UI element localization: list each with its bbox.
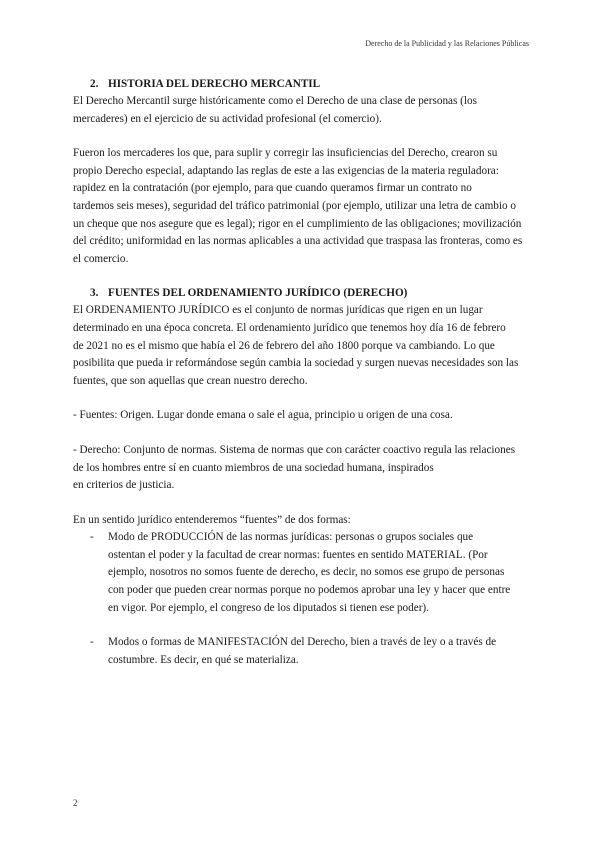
running-header: Derecho de la Publicidad y las Relaciones Públicas [365, 39, 529, 48]
section-2-heading [73, 76, 535, 93]
section-2-title: HISTORIA DEL DERECHO MERCANTIL [108, 78, 321, 90]
section-3-paragraph-1: El ORDENAMIENTO JURÍDICO es el conjunto de normas jurídicas que rigen en un lugar determinado en una época concreta. El ordenamiento jurídico que tenemos hoy día 16 de febrero de 2021 no es el mismo que había el 26 de febrero del año 1800 porque va cambiando. Lo que posibilita que pueda ir reformándose según cambia la sociedad y surgen nuevas necesidades son las fuentes, que son aquellas que crean nuestro derecho. [73, 304, 519, 387]
section-3-heading [73, 285, 535, 302]
page-number: 2 [73, 798, 78, 808]
list-dash: - [90, 531, 94, 544]
section-2-paragraph-1: El Derecho Mercantil surge históricamente como el Derecho de una clase de personas (los mercaderes) en el ejercicio de su actividad profesional (el comercio). [73, 95, 477, 125]
section-3-number: 3. [90, 287, 99, 300]
derecho-definition: - Derecho: Conjunto de normas. Sistema de normas que con carácter coactivo regula las relaciones de los hombres entre sí en cuanto miembros de una sociedad humana, inspirados en criterios de justicia. [73, 443, 516, 492]
fuentes-definition: - Fuentes: Origen. Lugar donde emana o sale el agua, principio u origen de una cosa. [73, 409, 453, 422]
fuentes-list [73, 529, 535, 669]
list-item: - Modo de PRODUCCIÓN de las normas jurídicas: personas o grupos sociales que ostentan el poder y la facultad de crear normas: fuentes en sentido MATERIAL. (Por ejemplo, nosotros no somos fuente de derecho, es decir, no somos ese grupo de personas con poder que pueden crear normas porque no podemos aprobar una ley y hacer que entre en vigor. Por ejemplo, el congreso de los diputados si tienen ese poder). [90, 531, 511, 614]
list-item: - Modos o formas de MANIFESTACIÓN del Derecho, bien a través de ley o a través de costumbre. Es decir, en qué se materializa. [90, 636, 497, 666]
page-content [73, 76, 535, 669]
list-dash: - [90, 636, 94, 649]
section-3-title: FUENTES DEL ORDENAMIENTO JURÍDICO (DERECHO) [108, 287, 408, 300]
fuentes-intro: En un sentido jurídico entenderemos “fuentes” de dos formas: [73, 513, 351, 526]
section-2-paragraph-2: Fueron los mercaderes los que, para suplir y corregir las insuficiencias del Derecho, crearon su propio Derecho especial, adaptando las reglas de este a las exigencias de la materia reguladora: rapidez en la contratación (por ejemplo, para que cuando queramos firmar un contrato no tardemos seis meses), seguridad del tráfico patrimonial (por ejemplo, utilizar una letra de cambio o un cheque que nos asegure que es legal); rigor en el cumplimiento de las obligaciones; movilización del crédito; uniformidad en las normas aplicables a una actividad que traspasa las fronteras, como es el comercio. [73, 147, 523, 265]
section-2-number: 2. [90, 78, 99, 90]
